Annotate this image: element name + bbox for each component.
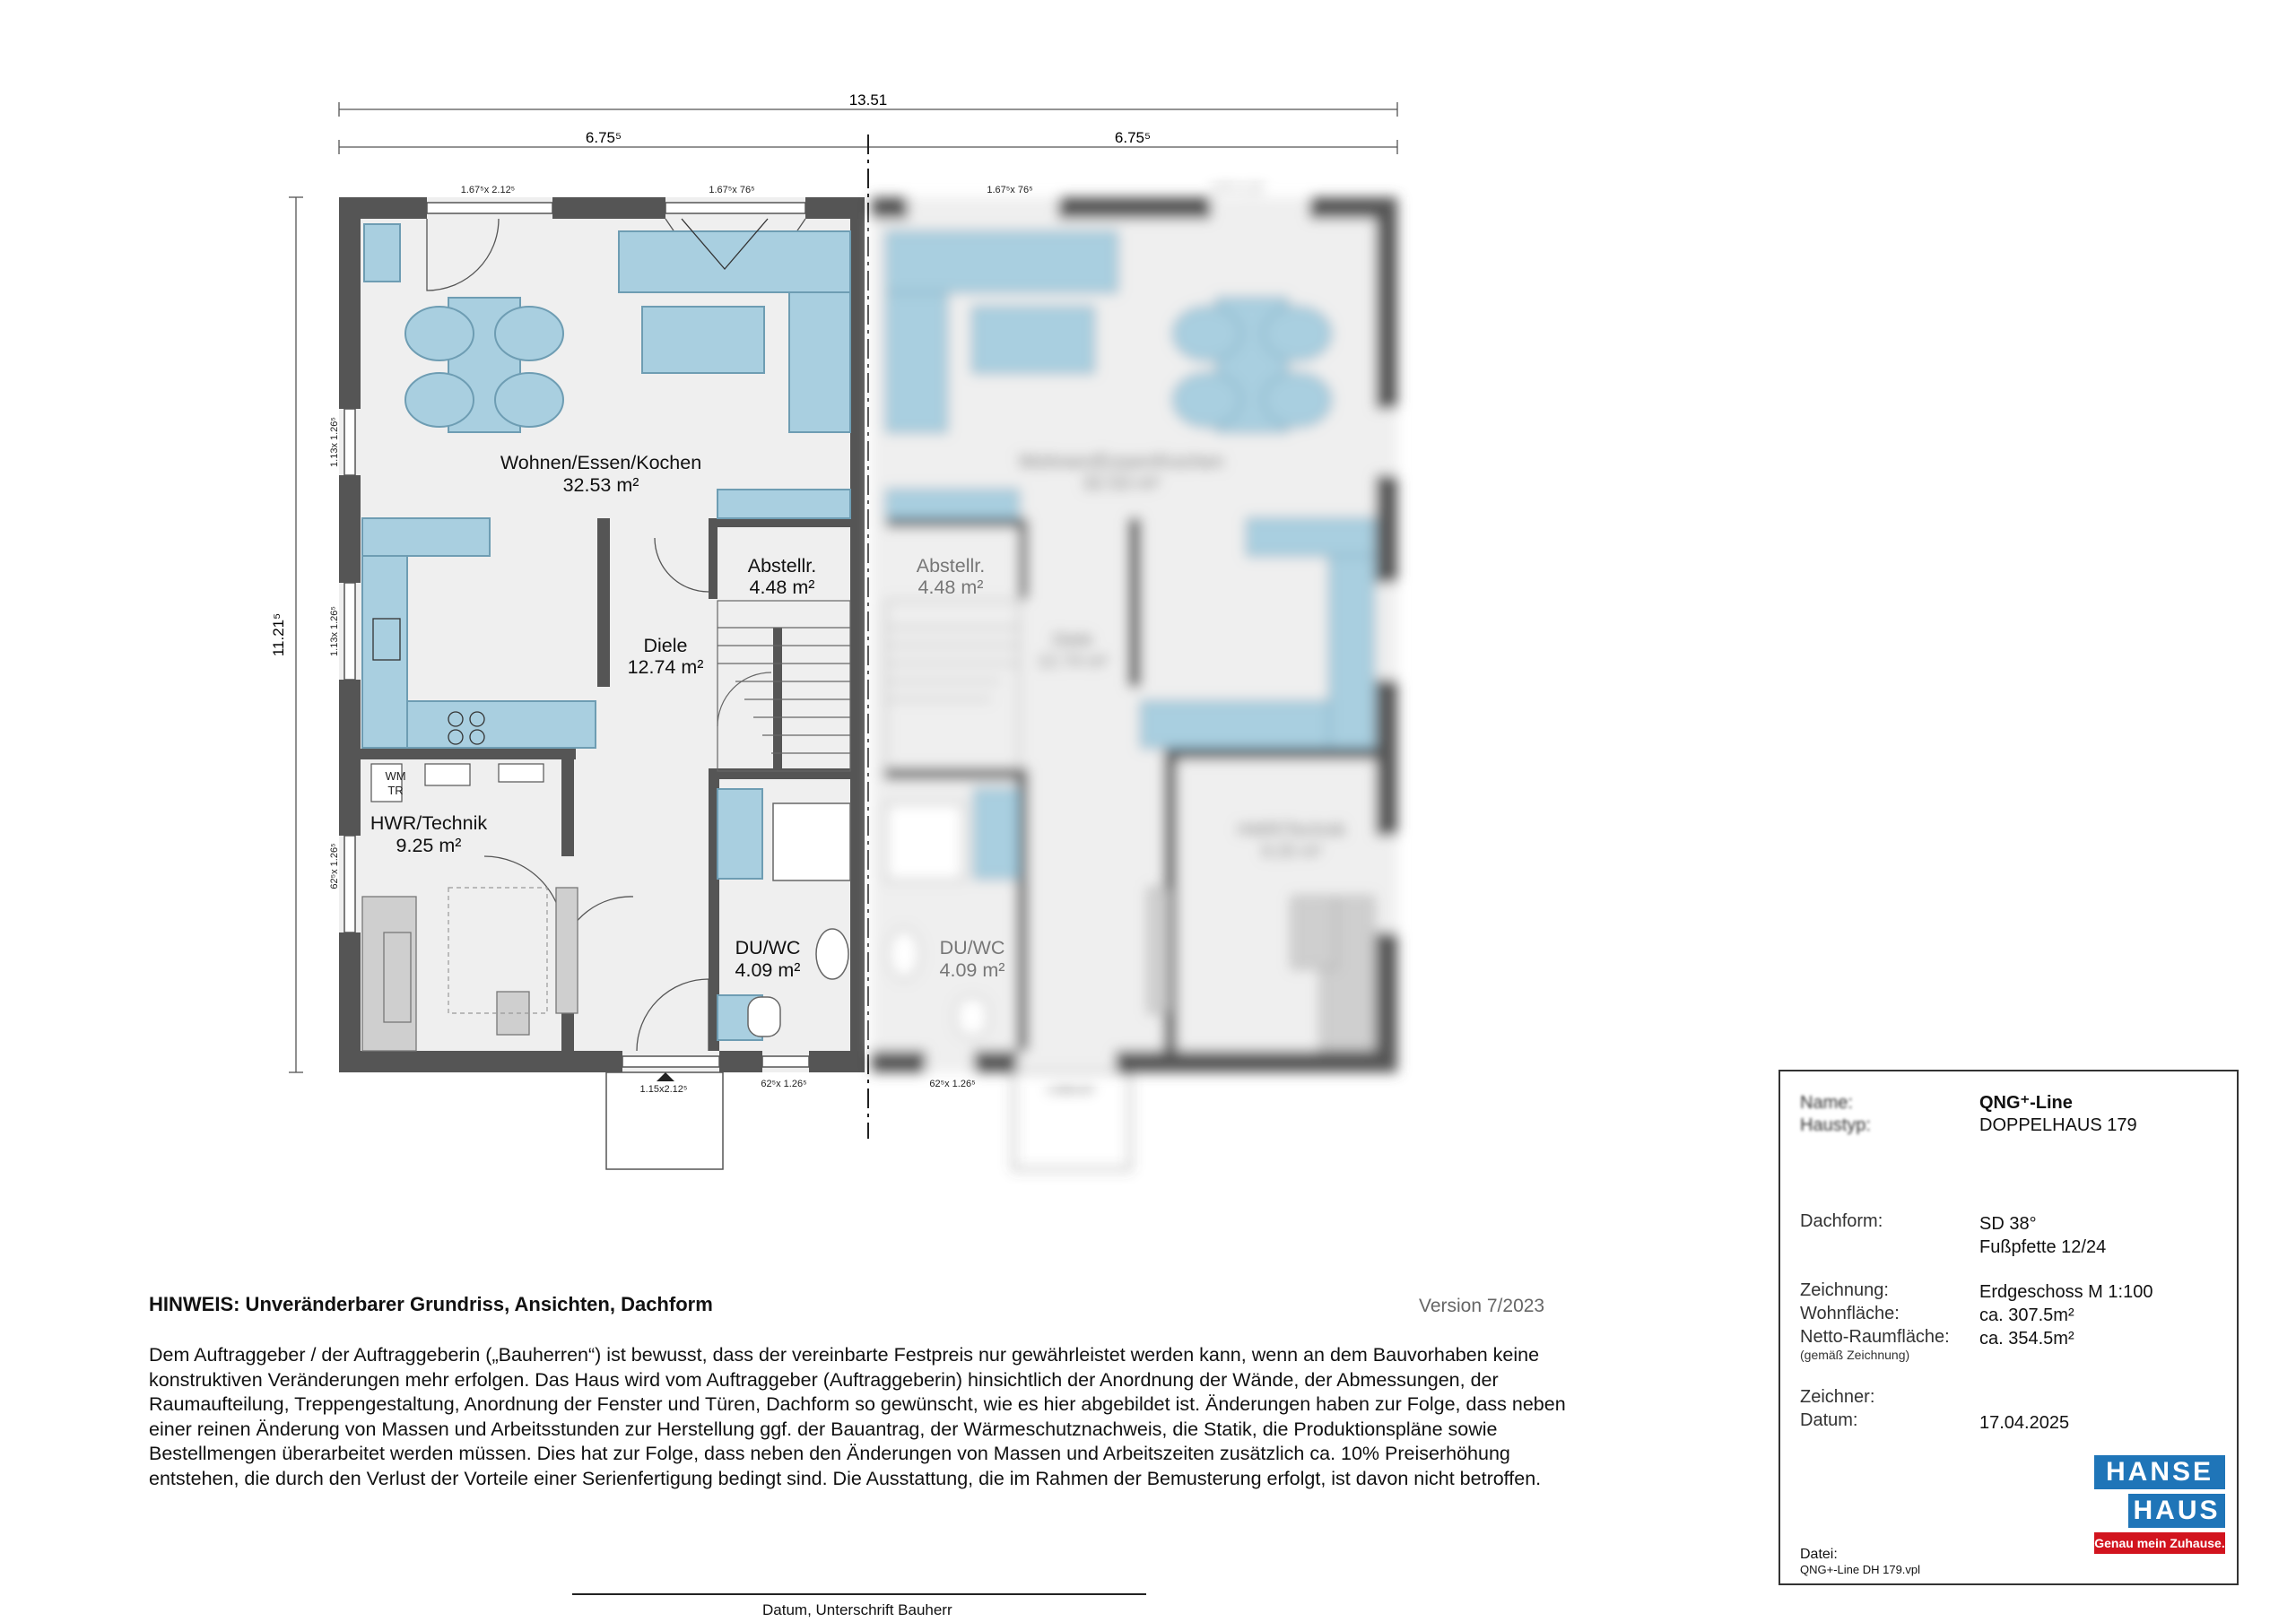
dim-overall: 13.51 [848,91,888,108]
window-label-top-l1: 1.67⁵x 2.12⁵ [460,185,516,195]
zeichner-label: Zeichner: [1800,1387,1875,1407]
utility-room-label: HWR/Technik [370,812,488,834]
living-room-label: Wohnen/Essen/Kochen [500,452,702,473]
dachform-value-1: SD 38° [1979,1214,2037,1234]
haustyp-value: DOPPELHAUS 179 [1979,1115,2137,1135]
bath-right-label: DU/WC [939,937,1005,958]
window-label-top-r1: 1.67⁵x 76⁵ [987,185,1033,195]
right-hall-area: 12.74 m² [1037,652,1109,672]
netto-value: ca. 354.5m² [1979,1329,2074,1349]
right-living-area: 32.53 m² [1082,472,1161,494]
right-utility-label: HWR/Technik [1237,820,1346,840]
storage-left-area: 4.48 m² [749,577,815,598]
dim-depth: 11.21⁵ [270,612,287,657]
signature-line [572,1593,1146,1595]
version-label: Version 7/2023 [1419,1296,1545,1316]
door-label-bottom-r: 1.15x2.12⁵ [1047,1084,1095,1095]
utility-room-area: 9.25 m² [396,835,462,856]
wohnflaeche-label: Wohnfläche: [1800,1304,1900,1323]
name-value: QNG⁺-Line [1979,1093,2073,1113]
name-label: Name: [1800,1093,1853,1113]
bath-left-area: 4.09 m² [735,959,801,981]
signature-label: Datum, Unterschrift Bauherr [762,1601,952,1618]
right-hall-label: Diele [1052,630,1093,650]
washer-label: WM [385,769,406,783]
bath-left-label: DU/WC [735,937,801,958]
haustyp-label: Haustyp: [1800,1115,1871,1135]
dim-right-width: 6.75⁵ [1114,129,1152,146]
title-block [1779,1070,2239,1585]
hall-area: 12.74 m² [627,656,704,678]
window-label-bottom-r: 62⁵x 1.26⁵ [929,1079,976,1089]
datum-value: 17.04.2025 [1979,1413,2070,1433]
window-label-left1: 1.13x 1.26⁵ [329,417,340,467]
datum-label: Datum: [1800,1410,1858,1430]
right-unit-blurred [872,185,1397,1169]
notice-body: Dem Auftraggeber / der Auftraggeberin („Bauherren“) ist bewusst, dass der vereinbarte Festpreis nur gewährleistet werden kann, wenn an dem Bauvorhaben keine konstruktiven Veränderungen mehr erfolgen. Das Haus wird vom Auftraggeber (Auftraggeberin) hinsichtlich der Anordnung der Wände, der Abmessungen, der Raumaufteilung, Treppengestaltung, Anordnung der Fenster und Türen, Dachform so gewünscht, wie es hier abgebildet ist. Änderungen haben zur Folge, dass neben einer reinen Änderung von Massen und Arbeitsstunden zur Herstellung ggf. der Bauantrag, der Wärmeschutznachweis, die Statik, die Produktionspläne sowie Bestellmengen überarbeitet werden müssen. Dies hat zur Folge, dass neben den Änderungen von Massen und Arbeitszeiten zusätzlich ca. 10% Preiserhöhung entstehen, die durch den Verlust der Vorteile einer Serienfertigung bedingt sind. Die Ausstattung, die im Rahmen der Bemusterung erfolgt, ist davon nicht betroffen. [149,1344,1566,1489]
zeichnung-label: Zeichnung: [1800,1280,1889,1300]
dryer-label: TR [387,784,404,797]
datei-value: QNG+-Line DH 179.vpl [1800,1563,1921,1576]
storage-right-label: Abstellr. [916,555,986,577]
hall-label: Diele [643,635,688,656]
netto-sub: (gemäß Zeichnung) [1800,1348,1910,1362]
left-unit [339,197,865,1169]
door-label-bottom-l: 1.15x2.12⁵ [639,1084,688,1095]
bath-right-area: 4.09 m² [939,959,1005,981]
right-living-label: Wohnen/Essen/Kochen [1018,450,1224,473]
right-utility-area: 9.25 m² [1261,842,1322,862]
dim-left-width: 6.75⁵ [585,129,622,146]
window-label-top-l2: 1.67⁵x 76⁵ [709,185,755,195]
window-label-left3: 62⁵x 1.26⁵ [329,843,340,889]
wohnflaeche-value: ca. 307.5m² [1979,1305,2074,1325]
hanse-haus-logo: HANSE HAUS Genau mein Zuhause. [2094,1455,2231,1559]
living-room-area: 32.53 m² [562,474,639,496]
storage-right-area: 4.48 m² [918,577,984,598]
netto-label: Netto-Raumfläche: [1800,1327,1950,1347]
dachform-value-2: Fußpfette 12/24 [1979,1237,2107,1257]
window-label-bottom-l: 62⁵x 1.26⁵ [761,1079,807,1089]
zeichnung-value: Erdgeschoss M 1:100 [1979,1282,2153,1302]
datei-label: Datei: [1800,1547,1838,1562]
storage-left-label: Abstellr. [747,555,817,577]
window-label-top-r2: 1.67⁵x 2.12⁵ [1210,185,1265,195]
dachform-label: Dachform: [1800,1211,1883,1231]
window-label-left2: 1.13x 1.26⁵ [329,606,340,656]
notice-title: HINWEIS: Unveränderbarer Grundriss, Ansichten, Dachform [149,1293,713,1315]
